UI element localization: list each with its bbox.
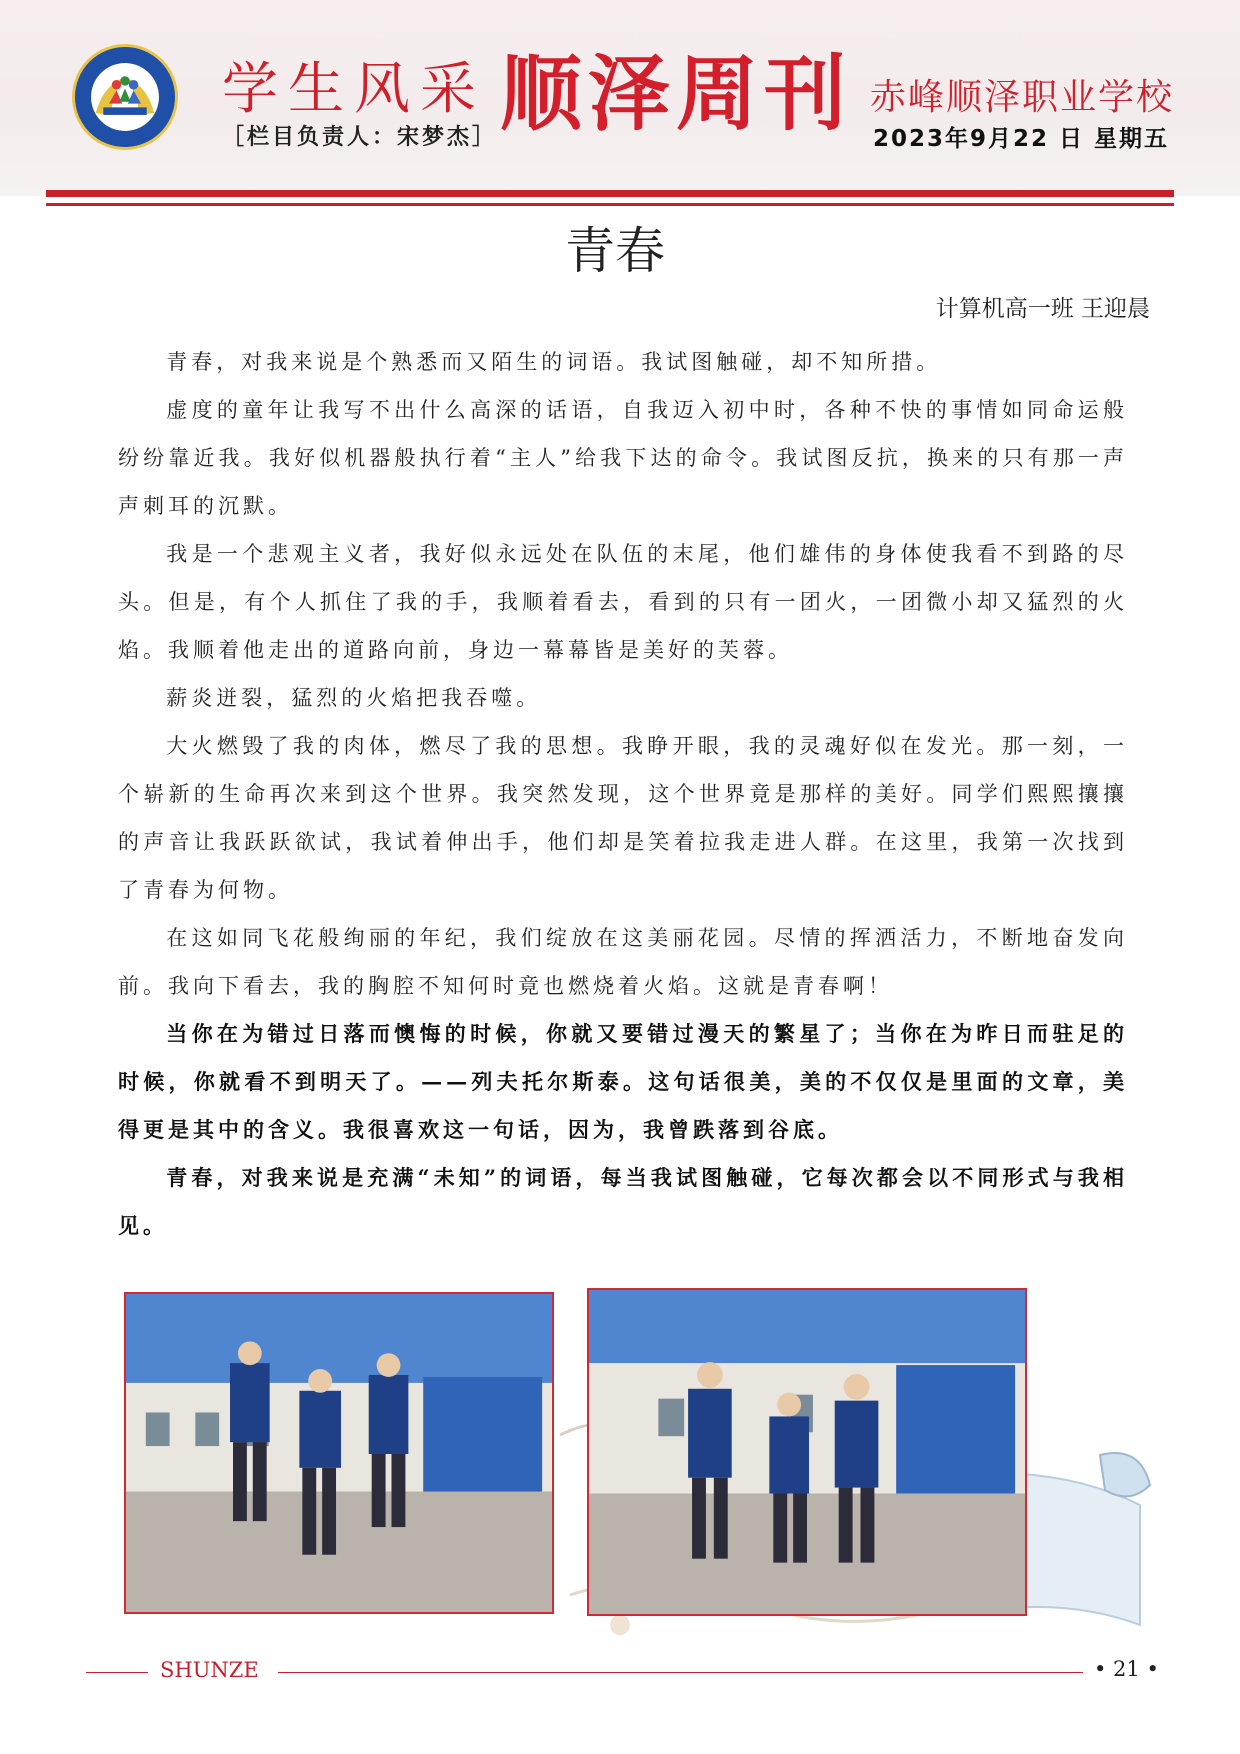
paragraph-closing: 青春，对我来说是充满“未知”的词语，每当我试图触碰，它每次都会以不同形式与我相见。 bbox=[118, 1165, 1128, 1238]
photo-students-jumping bbox=[124, 1292, 554, 1614]
footer-rule-right bbox=[278, 1672, 1083, 1673]
publication-title: 顺泽周刊 bbox=[500, 47, 853, 142]
article-title: 青春 bbox=[565, 222, 665, 280]
page-number: • 21 • bbox=[1094, 1657, 1159, 1681]
footer-label: SHUNZE bbox=[160, 1658, 259, 1682]
paragraph: 薪炎迸裂，猛烈的火焰把我吞噬。 bbox=[166, 686, 542, 710]
header-rule-thin bbox=[46, 203, 1174, 206]
article-body bbox=[118, 338, 1128, 1250]
article-byline: 计算机高一班 王迎晨 bbox=[935, 296, 1150, 322]
school-name: 赤峰顺泽职业学校 bbox=[870, 77, 1175, 118]
issue-date: 2023年9月22 日 星期五 bbox=[873, 126, 1170, 152]
school-logo bbox=[72, 44, 178, 150]
header-rule-thick bbox=[46, 190, 1174, 197]
paragraph: 我是一个悲观主义者，我好似永远处在队伍的末尾，他们雄伟的身体使我看不到路的尽头。但是，有个人抓住了我的手，我顺着看去，看到的只有一团火，一团微小却又猛烈的火焰。我顺着他走出的道路向前，身边一幕幕皆是美好的芙蓉。 bbox=[118, 542, 1128, 662]
paragraph: 虚度的童年让我写不出什么高深的话语，自我迈入初中时，各种不快的事情如同命运般纷纷靠近我。我好似机器般执行着“主人”给我下达的命令。我试图反抗，换来的只有那一声声刺耳的沉默。 bbox=[118, 398, 1128, 518]
paragraph-quote: 当你在为错过日落而懊悔的时候，你就又要错过漫天的繁星了；当你在为昨日而驻足的时候，你就看不到明天了。——列夫托尔斯泰。这句话很美，美的不仅仅是里面的文章，美得更是其中的含义。我很喜欢这一句话，因为，我曾跌落到谷底。 bbox=[118, 1021, 1128, 1142]
paragraph: 青春，对我来说是个熟悉而又陌生的词语。我试图触碰，却不知所措。 bbox=[166, 350, 942, 374]
paragraph: 在这如同飞花般绚丽的年纪，我们绽放在这美丽花园。尽情的挥洒活力，不断地奋发向前。我向下看去，我的胸腔不知何时竟也燃烧着火焰。这就是青春啊！ bbox=[118, 926, 1128, 998]
footer-rule-left bbox=[86, 1672, 148, 1673]
paragraph: 大火燃毁了我的肉体，燃尽了我的思想。我睁开眼，我的灵魂好似在发光。那一刻，一个崭新的生命再次来到这个世界。我突然发现，这个世界竟是那样的美好。同学们熙熙攘攘的声音让我跃跃欲试，我试着伸出手，他们却是笑着拉我走进人群。在这里，我第一次找到了青春为何物。 bbox=[118, 734, 1128, 902]
column-name: 学生风采 bbox=[222, 57, 486, 122]
photo-students-holding-hands bbox=[587, 1288, 1027, 1616]
column-editor: ［栏目负责人：宋梦杰］ bbox=[222, 125, 498, 150]
